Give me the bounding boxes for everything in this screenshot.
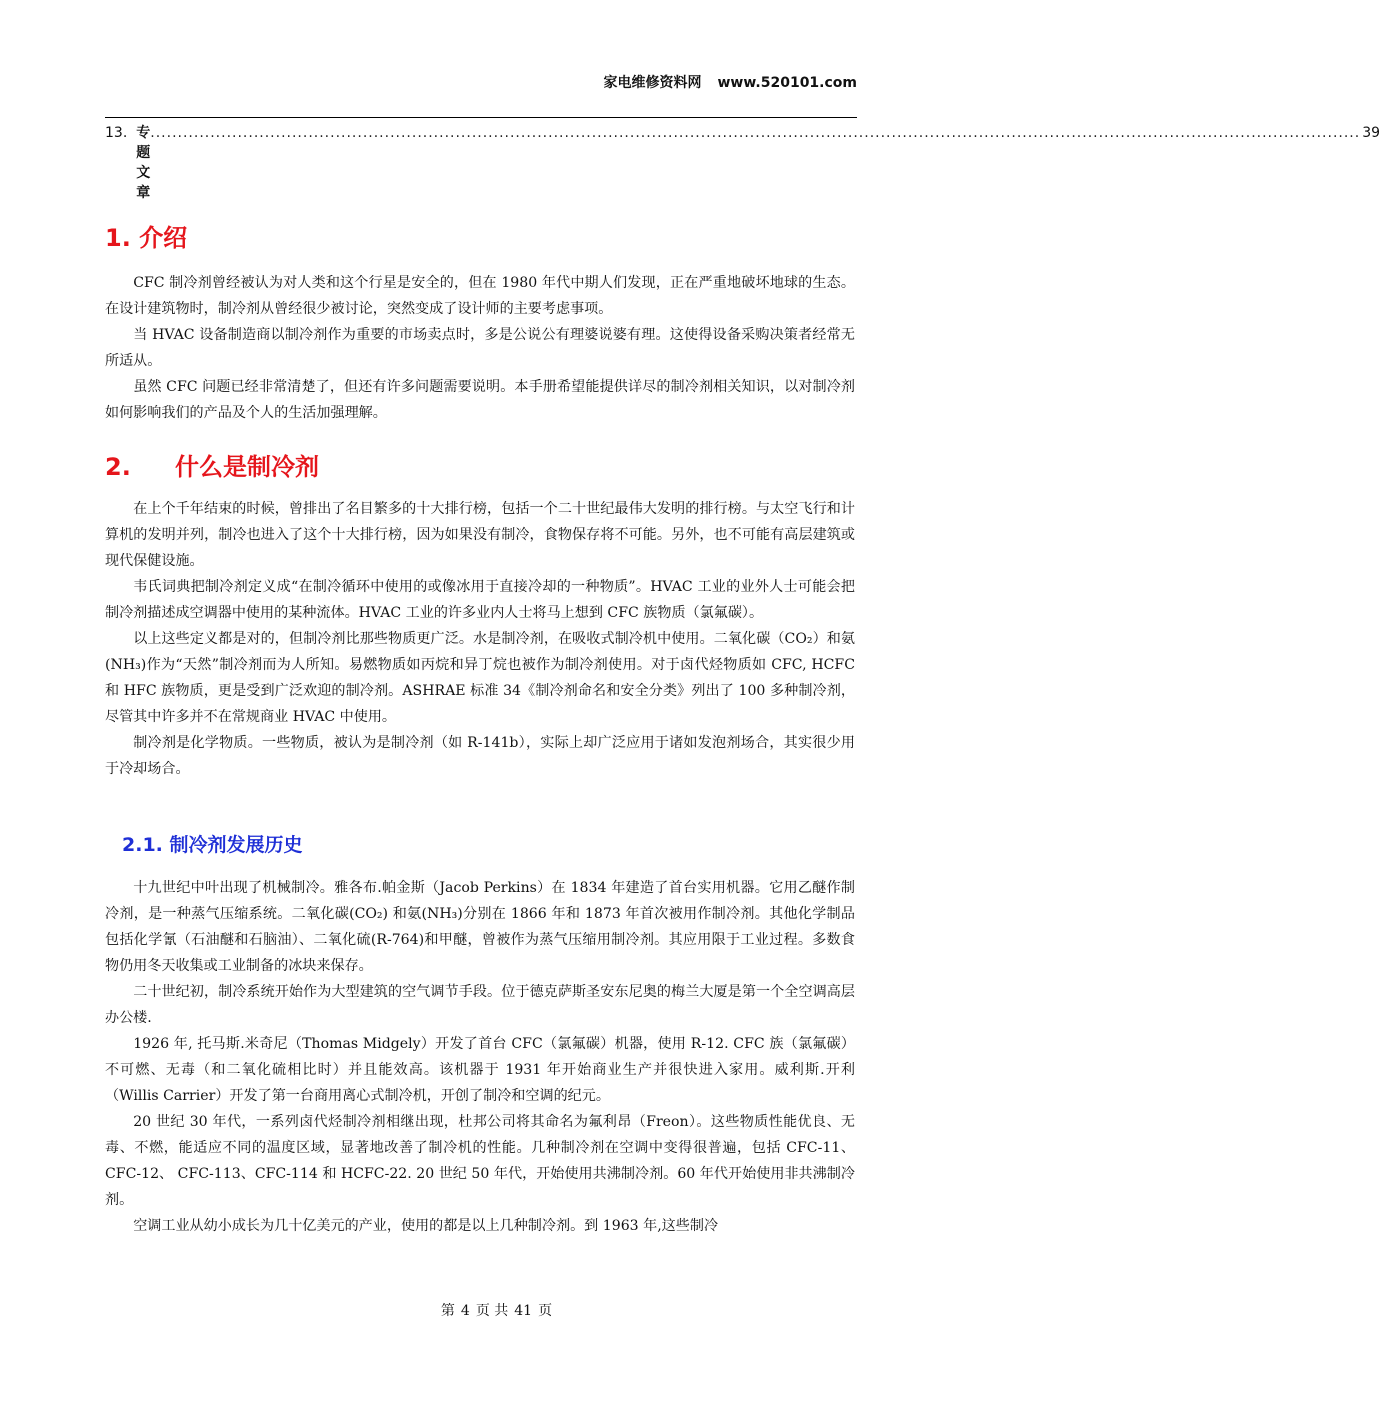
section-2-heading <box>105 447 319 482</box>
paragraph: 二十世纪初，制冷系统开始作为大型建筑的空气调节手段。位于德克萨斯圣安东尼奥的梅兰大厦是第一个全空调高层办公楼. <box>105 984 855 1026</box>
footer-prefix: 第 <box>440 1303 455 1319</box>
toc-entry[interactable] <box>105 122 1380 202</box>
paragraph: 当 HVAC 设备制造商以制冷剂作为重要的市场卖点时，多是公说公有理婆说婆有理。这使得设备采购决策者经常无所适从。 <box>105 327 855 369</box>
paragraph: 在上个千年结束的时候，曾排出了名目繁多的十大排行榜，包括一个二十世纪最伟大发明的排行榜。与太空飞行和计算机的发明并列，制冷也进入了这个十大排行榜，因为如果没有制冷，食物保存将不可能。另外，也不可能有高层建筑或现代保健设施。 <box>105 501 855 569</box>
paragraph: 制冷剂是化学物质。一些物质，被认为是制冷剂（如 R-141b），实际上却广泛应用于诸如发泡剂场合，其实很少用于冷却场合。 <box>105 735 855 777</box>
site-info <box>604 72 858 92</box>
section-1-number: 1. <box>105 224 131 252</box>
footer-current-page: 4 <box>460 1303 470 1319</box>
section-1-title: 介绍 <box>139 224 188 252</box>
page-header <box>105 68 857 118</box>
section-2-1-title: 制冷剂发展历史 <box>169 834 303 856</box>
section-2-1-body <box>105 875 855 1239</box>
toc-page-number: 39 <box>1362 125 1380 141</box>
section-2-number: 2. <box>105 453 131 481</box>
page-footer <box>0 1300 993 1320</box>
site-name: 家电维修资料网 <box>603 75 702 91</box>
section-1-body <box>105 270 855 426</box>
section-2-1-number: 2.1. <box>122 834 163 856</box>
paragraph: 虽然 CFC 问题已经非常清楚了，但还有许多问题需要说明。本手册希望能提供详尽的制冷剂相关知识，以对制冷剂如何影响我们的产品及个人的生活加强理解。 <box>105 379 855 421</box>
toc-leader-dots: .............................................................................................................................................................................................................................. <box>150 125 1361 141</box>
footer-total-pages: 41 <box>514 1303 533 1319</box>
paragraph: 1926 年, 托马斯.米奇尼（Thomas Midgely）开发了首台 CFC（氯氟碳）机器，使用 R-12. CFC 族（氯氟碳）不可燃、无毒（和二氧化硫相比时）并且能效高。该机器于 1931 年开始商业生产并很快进入家用。威利斯.开利（Willis Carrier）开发了第一台商用离心式制冷机，开创了制冷和空调的纪元。 <box>105 1036 855 1104</box>
header-divider <box>105 117 857 118</box>
paragraph: 十九世纪中叶出现了机械制冷。雅各布.帕金斯（Jacob Perkins）在 1834 年建造了首台实用机器。它用乙醚作制冷剂，是一种蒸气压缩系统。二氧化碳(CO₂) 和氨(NH₃)分别在 1866 年和 1873 年首次被用作制冷剂。其他化学制品包括化学氰（石油醚和石脑油）、二氧化硫(R-764)和甲醚，曾被作为蒸气压缩用制冷剂。其应用限于工业过程。多数食物仍用冬天收集或工业制备的冰块来保存。 <box>105 880 855 974</box>
footer-suffix: 页 <box>538 1303 553 1319</box>
paragraph: 20 世纪 30 年代，一系列卤代烃制冷剂相继出现，杜邦公司将其命名为氟利昂（Freon）。这些物质性能优良、无毒、不燃，能适应不同的温度区域，显著地改善了制冷机的性能。几种制冷剂在空调中变得很普遍，包括 CFC-11、CFC-12、 CFC-113、CFC-114 和 HCFC-22. 20 世纪 50 年代，开始使用共沸制冷剂。60 年代开始使用非共沸制冷剂。 <box>105 1114 855 1208</box>
section-2-1-heading <box>122 830 303 857</box>
toc-title: 专题文章 <box>136 125 151 201</box>
footer-middle: 页 共 <box>475 1303 509 1319</box>
paragraph: 空调工业从幼小成长为几十亿美元的产业，使用的都是以上几种制冷剂。到 1963 年,这些制冷 <box>133 1218 719 1234</box>
section-1-heading <box>105 218 187 253</box>
site-url: www.520101.com <box>717 75 857 91</box>
paragraph: 韦氏词典把制冷剂定义成“在制冷循环中使用的或像冰用于直接冷却的一种物质”。HVAC 工业的业外人士可能会把制冷剂描述成空调器中使用的某种流体。HVAC 工业的许多业内人士将马上想到 CFC 族物质（氯氟碳）。 <box>105 579 855 621</box>
toc-number: 13. <box>105 125 128 141</box>
paragraph: 以上这些定义都是对的，但制冷剂比那些物质更广泛。水是制冷剂，在吸收式制冷机中使用。二氧化碳（CO₂）和氨(NH₃)作为“天然”制冷剂而为人所知。易燃物质如丙烷和异丁烷也被作为制冷剂使用。对于卤代烃物质如 CFC, HCFC 和 HFC 族物质，更是受到广泛欢迎的制冷剂。ASHRAE 标准 34《制冷剂命名和安全分类》列出了 100 多种制冷剂，尽管其中许多并不在常规商业 HVAC 中使用。 <box>105 631 855 725</box>
section-2-body <box>105 496 855 782</box>
section-2-title: 什么是制冷剂 <box>175 453 319 481</box>
paragraph: CFC 制冷剂曾经被认为对人类和这个行星是安全的，但在 1980 年代中期人们发现，正在严重地破坏地球的生态。在设计建筑物时，制冷剂从曾经很少被讨论，突然变成了设计师的主要考虑事项。 <box>105 275 855 317</box>
